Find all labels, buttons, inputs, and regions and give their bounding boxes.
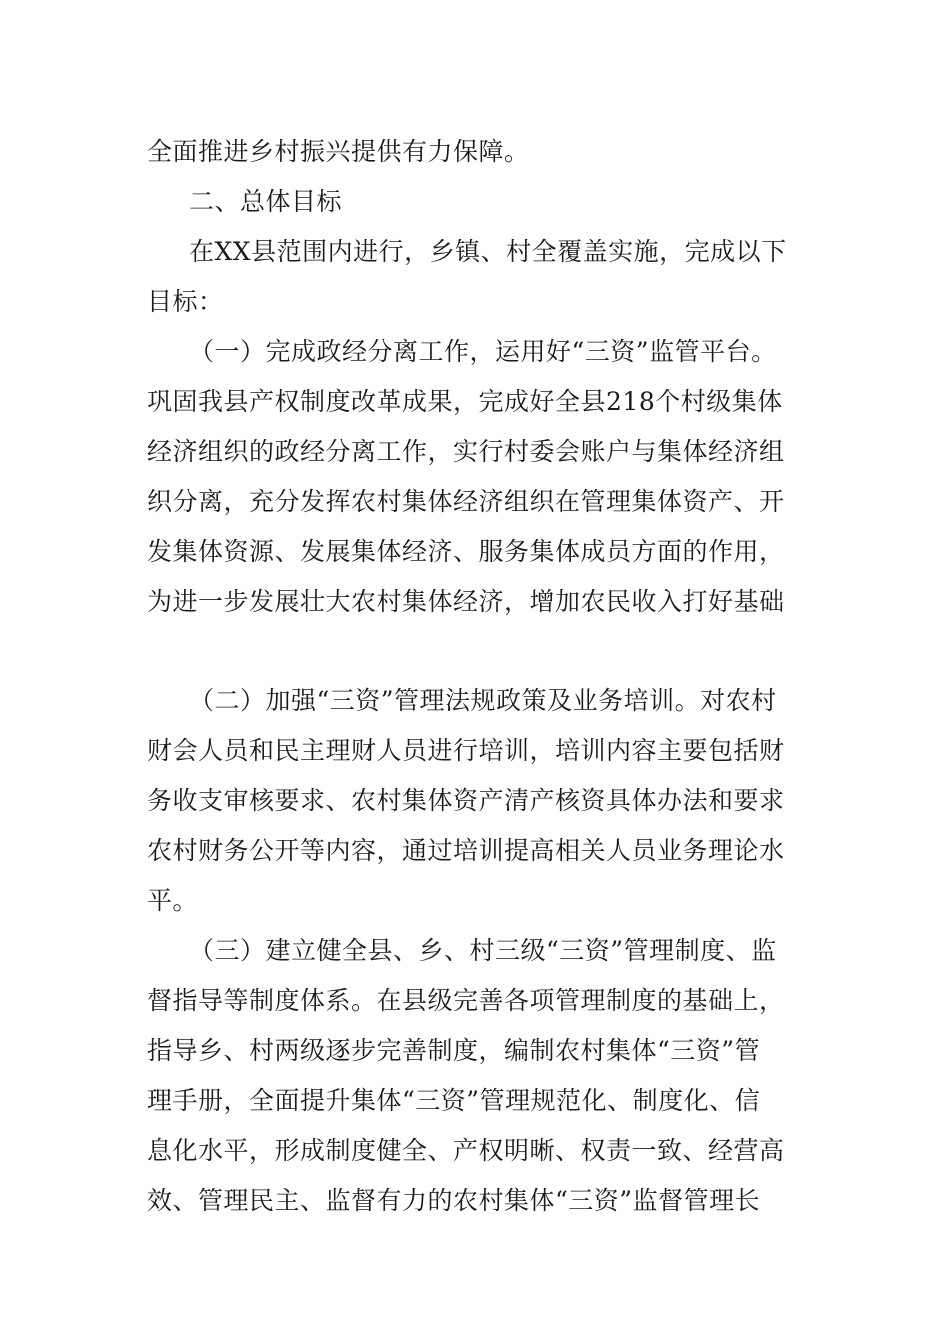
section-heading: 二、总体目标 bbox=[189, 187, 343, 216]
text-line: （三）建立健全县、乡、村三级“三资”管理制度、监 bbox=[189, 936, 777, 965]
text-line: 全面推进乡村振兴提供有力保障。 bbox=[147, 137, 530, 166]
text-line: （二）加强“三资”管理法规政策及业务培训。对农村 bbox=[189, 686, 777, 715]
text-line: 务收支审核要求、农村集体资产清产核资具体办法和要求 bbox=[147, 786, 785, 815]
text-line: 发集体资源、发展集体经济、服务集体成员方面的作用， bbox=[147, 537, 785, 566]
text-line: （一）完成政经分离工作，运用好“三资”监管平台。 bbox=[189, 337, 777, 366]
text-line: 巩固我县产权制度改革成果，完成好全县218个村级集体 bbox=[147, 387, 783, 416]
text-line: 目标： bbox=[147, 287, 224, 316]
text-line: 平。 bbox=[147, 886, 199, 915]
text-line: 指导乡、村两级逐步完善制度，编制农村集体“三资”管 bbox=[147, 1036, 761, 1065]
text-line: 理手册，全面提升集体“三资”管理规范化、制度化、信 bbox=[147, 1086, 761, 1115]
text-line: 经济组织的政经分离工作，实行村委会账户与集体经济组 bbox=[147, 437, 785, 466]
text-line: 农村财务公开等内容，通过培训提高相关人员业务理论水 bbox=[147, 836, 785, 865]
text-line: 财会人员和民主理财人员进行培训，培训内容主要包括财 bbox=[147, 736, 785, 765]
text-line: 息化水平，形成制度健全、产权明晰、权责一致、经营高 bbox=[147, 1136, 785, 1165]
text-line: 效、管理民主、监督有力的农村集体“三资”监督管理长 bbox=[147, 1186, 761, 1215]
text-line: 织分离，充分发挥农村集体经济组织在管理集体资产、开 bbox=[147, 487, 785, 516]
text-line: 在XX县范围内进行，乡镇、村全覆盖实施，完成以下 bbox=[189, 237, 787, 266]
text-line: 督指导等制度体系。在县级完善各项管理制度的基础上， bbox=[147, 986, 785, 1015]
text-line: 为进一步发展壮大农村集体经济，增加农民收入打好基础 bbox=[147, 587, 785, 616]
